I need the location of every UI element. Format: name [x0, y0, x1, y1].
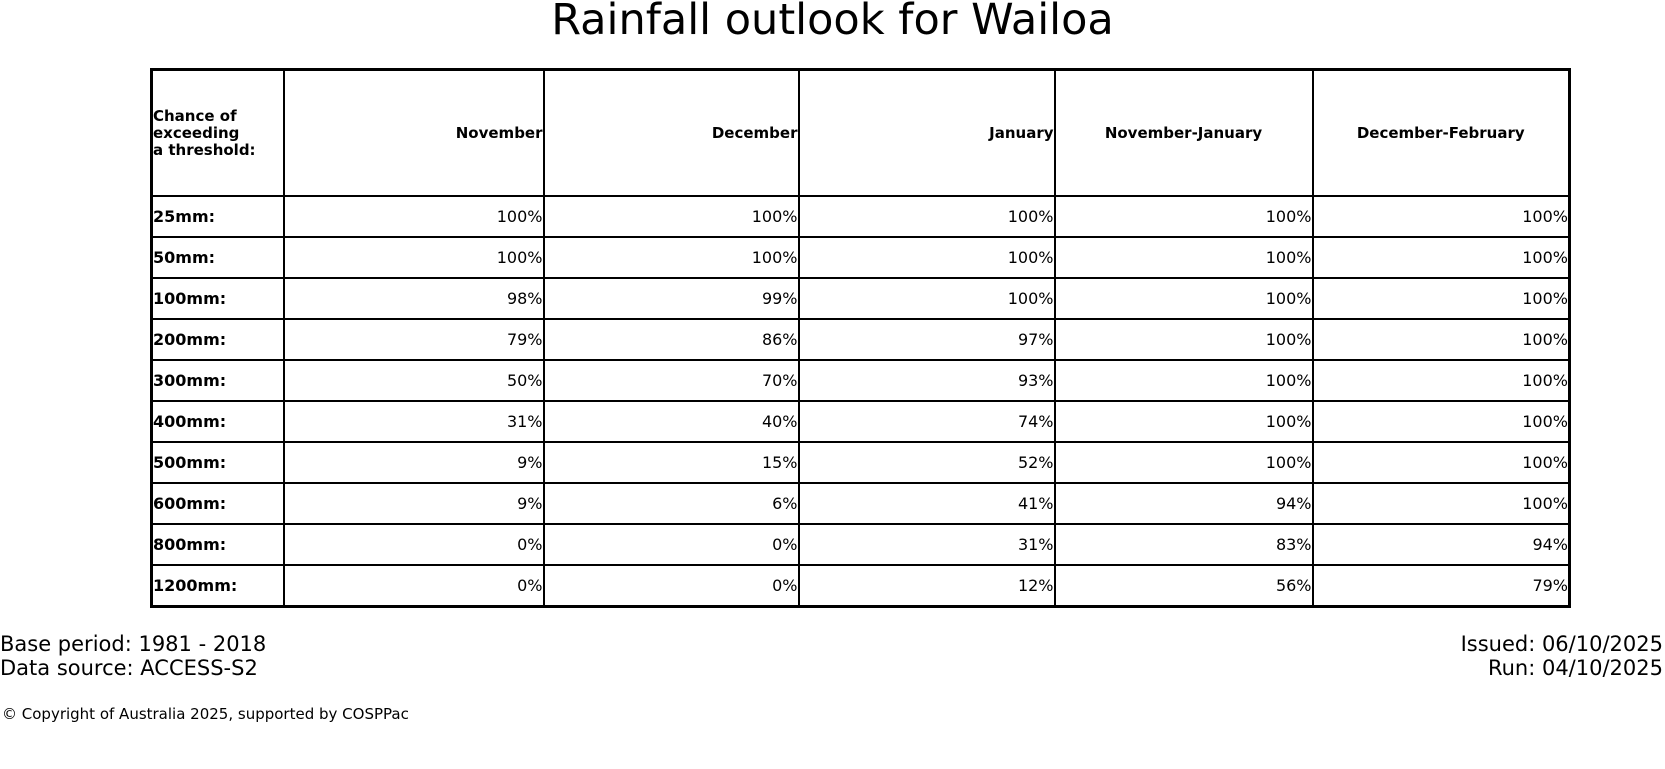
row-label-300mm: 300mm: — [152, 360, 284, 401]
row-label-500mm: 500mm: — [152, 442, 284, 483]
cell-300mm-november: 50% — [284, 360, 544, 401]
table-row — [152, 483, 1570, 524]
table-body — [152, 196, 1570, 607]
cell-25mm-november-january: 100% — [1055, 196, 1313, 237]
corner-line-1: Chance of — [153, 106, 237, 125]
cell-400mm-november-january: 100% — [1055, 401, 1313, 442]
cell-100mm-january: 100% — [799, 278, 1055, 319]
cell-300mm-november-january: 100% — [1055, 360, 1313, 401]
cell-100mm-november-january: 100% — [1055, 278, 1313, 319]
cell-50mm-december: 100% — [544, 237, 799, 278]
cell-1200mm-november-january: 56% — [1055, 565, 1313, 607]
table-row — [152, 196, 1570, 237]
cell-500mm-november-january: 100% — [1055, 442, 1313, 483]
table-row — [152, 524, 1570, 565]
cell-300mm-december-february: 100% — [1313, 360, 1570, 401]
table-header-row — [152, 70, 1570, 197]
table-header — [152, 70, 1570, 197]
cell-50mm-december-february: 100% — [1313, 237, 1570, 278]
cell-400mm-december: 40% — [544, 401, 799, 442]
cell-25mm-november: 100% — [284, 196, 544, 237]
row-label-800mm: 800mm: — [152, 524, 284, 565]
cell-600mm-december-february: 100% — [1313, 483, 1570, 524]
cell-300mm-december: 70% — [544, 360, 799, 401]
cell-200mm-november: 79% — [284, 319, 544, 360]
cell-50mm-november: 100% — [284, 237, 544, 278]
row-label-600mm: 600mm: — [152, 483, 284, 524]
cell-50mm-january: 100% — [799, 237, 1055, 278]
column-header-january: January — [799, 70, 1055, 197]
cell-600mm-november-january: 94% — [1055, 483, 1313, 524]
base-period-text: Base period: 1981 - 2018 — [0, 632, 267, 656]
cell-500mm-november: 9% — [284, 442, 544, 483]
cell-100mm-december-february: 100% — [1313, 278, 1570, 319]
table-row — [152, 442, 1570, 483]
table-corner-label — [152, 70, 284, 197]
cell-400mm-november: 31% — [284, 401, 544, 442]
cell-800mm-january: 31% — [799, 524, 1055, 565]
cell-200mm-december: 86% — [544, 319, 799, 360]
table-row — [152, 237, 1570, 278]
cell-1200mm-december: 0% — [544, 565, 799, 607]
column-header-december: December — [544, 70, 799, 197]
issued-date-text: Issued: 06/10/2025 — [1460, 632, 1663, 656]
row-label-50mm: 50mm: — [152, 237, 284, 278]
cell-100mm-december: 99% — [544, 278, 799, 319]
cell-600mm-january: 41% — [799, 483, 1055, 524]
cell-500mm-december-february: 100% — [1313, 442, 1570, 483]
cell-200mm-december-february: 100% — [1313, 319, 1570, 360]
column-header-november-january: November-January — [1055, 70, 1313, 197]
footer-left-block — [0, 632, 266, 680]
copyright-text: © Copyright of Australia 2025, supported by COSPPac — [2, 705, 409, 723]
outlook-table-container — [150, 68, 1568, 608]
table-row — [152, 278, 1570, 319]
cell-800mm-december: 0% — [544, 524, 799, 565]
cell-800mm-november: 0% — [284, 524, 544, 565]
cell-1200mm-december-february: 79% — [1313, 565, 1570, 607]
table-row — [152, 565, 1570, 607]
row-label-25mm: 25mm: — [152, 196, 284, 237]
cell-25mm-december-february: 100% — [1313, 196, 1570, 237]
corner-line-2: exceeding — [153, 123, 240, 142]
table-row — [152, 401, 1570, 442]
row-label-100mm: 100mm: — [152, 278, 284, 319]
footer-right-block — [1461, 632, 1663, 680]
cell-1200mm-january: 12% — [799, 565, 1055, 607]
cell-200mm-november-january: 100% — [1055, 319, 1313, 360]
page-title: Rainfall outlook for Wailoa — [551, 0, 1114, 45]
cell-500mm-december: 15% — [544, 442, 799, 483]
cell-800mm-november-january: 83% — [1055, 524, 1313, 565]
rainfall-outlook-table — [150, 68, 1571, 608]
cell-300mm-january: 93% — [799, 360, 1055, 401]
cell-1200mm-november: 0% — [284, 565, 544, 607]
row-label-200mm: 200mm: — [152, 319, 284, 360]
column-header-december-february: December-February — [1313, 70, 1570, 197]
cell-400mm-december-february: 100% — [1313, 401, 1570, 442]
column-header-november: November — [284, 70, 544, 197]
cell-500mm-january: 52% — [799, 442, 1055, 483]
corner-line-3: a threshold: — [153, 140, 256, 159]
cell-600mm-november: 9% — [284, 483, 544, 524]
table-row — [152, 360, 1570, 401]
cell-50mm-november-january: 100% — [1055, 237, 1313, 278]
row-label-400mm: 400mm: — [152, 401, 284, 442]
cell-100mm-november: 98% — [284, 278, 544, 319]
cell-600mm-december: 6% — [544, 483, 799, 524]
cell-200mm-january: 97% — [799, 319, 1055, 360]
data-source-text: Data source: ACCESS-S2 — [0, 656, 258, 680]
cell-400mm-january: 74% — [799, 401, 1055, 442]
cell-800mm-december-february: 94% — [1313, 524, 1570, 565]
table-row — [152, 319, 1570, 360]
cell-25mm-january: 100% — [799, 196, 1055, 237]
cell-25mm-december: 100% — [544, 196, 799, 237]
row-label-1200mm: 1200mm: — [152, 565, 284, 607]
run-date-text: Run: 04/10/2025 — [1487, 656, 1663, 680]
